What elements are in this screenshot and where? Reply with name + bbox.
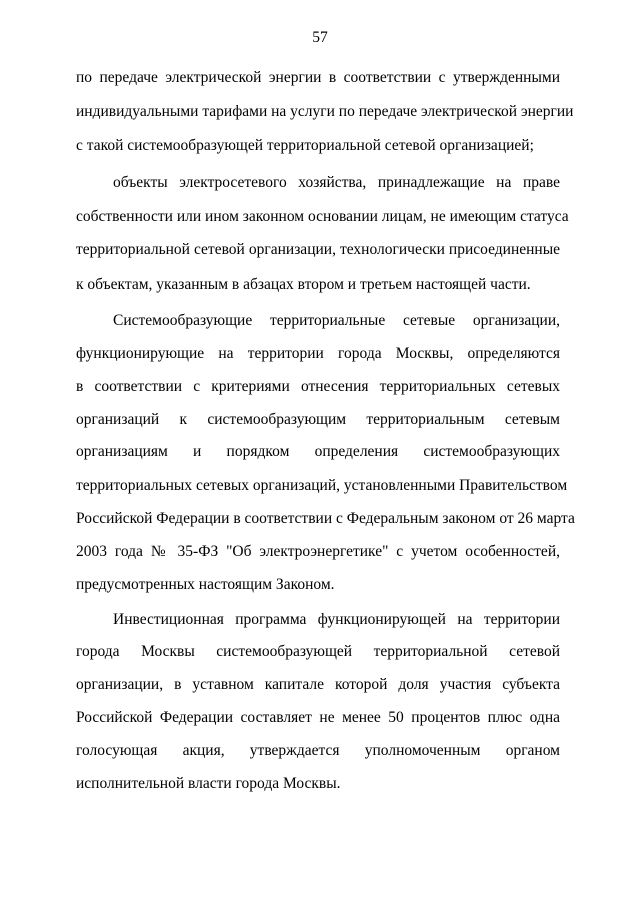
text-line: собственности или ином законном основании лицам, не имеющим статуса	[76, 208, 569, 225]
page-number: 57	[312, 29, 328, 46]
text-line: Системообразующие территориальные сетевые организации,	[113, 312, 560, 329]
text-line: с такой системообразующей территориальной сетевой организацией;	[76, 137, 534, 154]
text-line: в соответствии с критериями отнесения территориальных сетевых	[76, 378, 560, 395]
text-line: организаций к системообразующим территориальным сетевым	[76, 411, 560, 428]
text-line: Российской Федерации составляет не менее 50 процентов плюс одна	[76, 709, 560, 726]
text-line: по передаче электрической энергии в соответствии с утвержденными	[76, 69, 560, 86]
text-line: функционирующие на территории города Москвы, определяются	[76, 345, 560, 362]
text-line: организациям и порядком определения системообразующих	[76, 443, 560, 460]
text-line: Российской Федерации в соответствии с Федеральным законом от 26 марта	[76, 510, 575, 527]
text-line: Инвестиционная программа функционирующей на территории	[113, 611, 560, 628]
text-line: объекты электросетевого хозяйства, принадлежащие на праве	[113, 174, 560, 191]
text-line: голосующая акция, утверждается уполномоченным органом	[76, 742, 560, 759]
text-line: предусмотренных настоящим Законом.	[76, 576, 335, 593]
text-line: города Москвы системообразующей территориальной сетевой	[76, 643, 560, 660]
text-line: 2003 года № 35-ФЗ "Об электроэнергетике" с учетом особенностей,	[76, 543, 560, 560]
text-line: исполнительной власти города Москвы.	[76, 775, 341, 792]
text-line: к объектам, указанным в абзацах втором и третьем настоящей части.	[76, 276, 531, 293]
text-line: индивидуальными тарифами на услуги по передаче электрической энергии	[76, 103, 574, 120]
text-line: территориальных сетевых организаций, установленными Правительством	[76, 477, 568, 494]
text-line: организации, в уставном капитале которой доля участия субъекта	[76, 676, 560, 693]
text-line: территориальной сетевой организации, технологически присоединенные	[76, 241, 560, 258]
